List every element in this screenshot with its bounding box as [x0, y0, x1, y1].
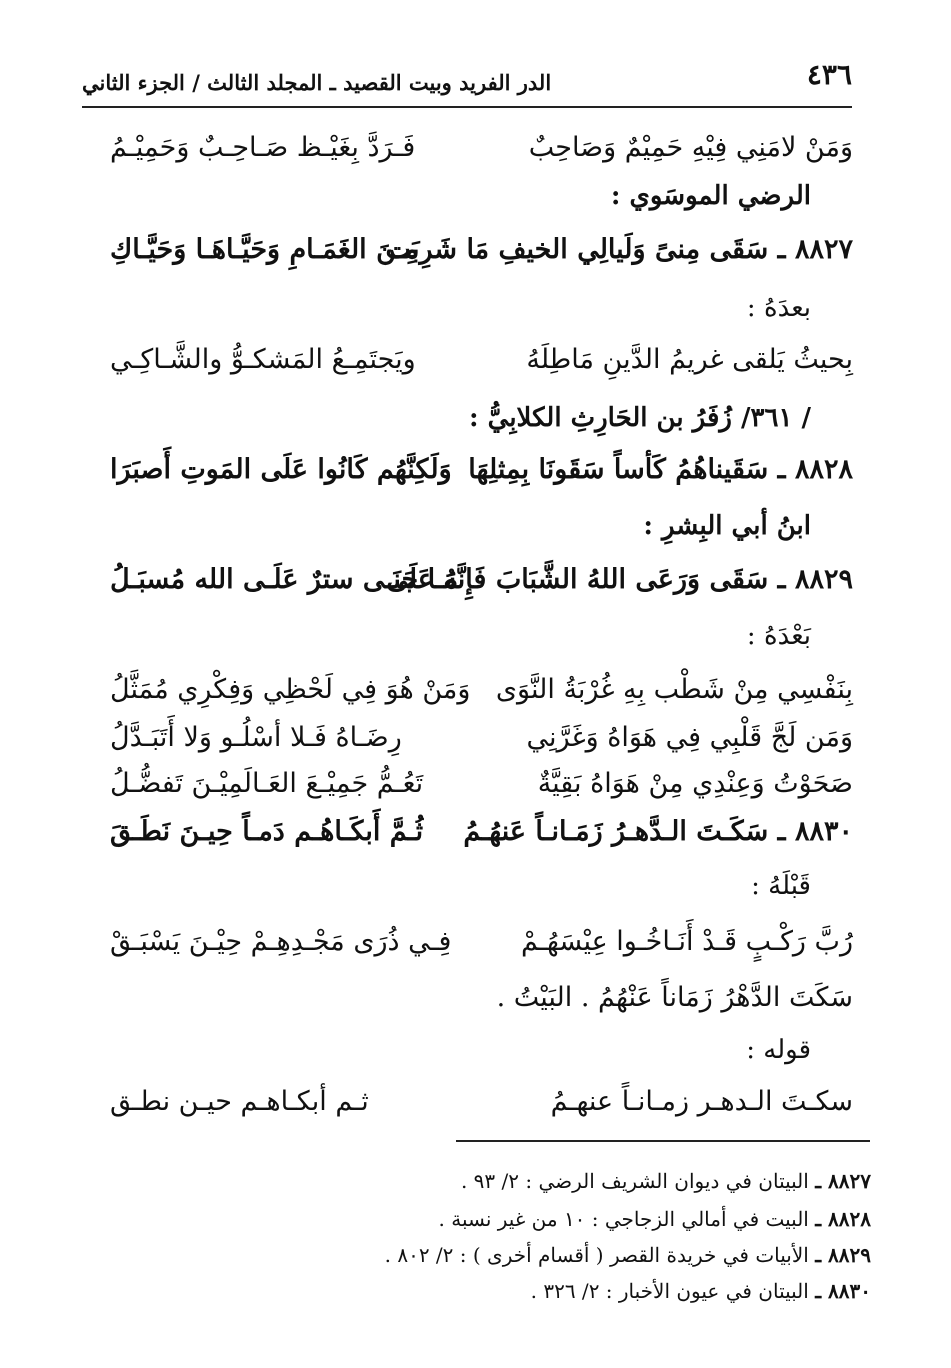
verse-hemistich-right: سكـتَ الـدهـر زمـانـاً عنهـمُ	[550, 1086, 853, 1117]
footnote	[461, 1166, 871, 1196]
after-label: بَعْدَهُ :	[746, 621, 811, 651]
poet-attribution: ابنُ أبي البِشرِ :	[643, 511, 811, 541]
verse-hemistich-left: تَعُـمُّ جَمِيْـعَ العَـالَمِيْـنَ تَفضُّـلُ	[110, 768, 424, 799]
poet-attribution: الرضي الموسَوي :	[610, 181, 811, 211]
footnote-text: البيت في أمالي الزجاجي : ١٠ من غير نسبة .	[438, 1207, 809, 1231]
before-label: قَبْلَهُ :	[751, 871, 811, 901]
page-header	[82, 56, 852, 102]
verse-hemistich-left: وَمَنْ هُوَ فِي لَحْظِي وَفِكْرِي مُمَثَّلُ	[110, 674, 471, 705]
after-label: بعدَهُ :	[746, 293, 811, 323]
verse-hemistich-left: ثـم أبكـاهـم حيـن نطـق	[110, 1086, 369, 1117]
verse-hemistich-right: رُبَّ رَكْـبٍ قَـدْ أَنَـاخُـوا عِيْسَهُـمْ	[521, 926, 853, 957]
verse-hemistich-right: وَمَنْ لامَنِي فِيْهِ حَمِيْمٌ وَصَاحِبٌ	[528, 132, 853, 163]
verse-number: ٨٨٣٠ ـ	[777, 816, 853, 847]
verse-line-8830	[0, 806, 951, 858]
verse-hemistich-left: فِـي ذُرَى مَجْـدِهِـمْ حِيْـنَ يَسْبَـقْ	[110, 926, 452, 957]
verse-hemistich-right: وَمَن لَجَّ قَلْبِي فِي هَوَاهُ وَغَرَّنِي	[526, 722, 853, 753]
footnote	[439, 1204, 871, 1234]
footnote	[531, 1276, 871, 1306]
verse-line	[0, 916, 951, 968]
verse-quote-line: سَكَتَ الدَّهْرُ زَمَاناً عَنْهُمُ . البَيْتُ .	[496, 982, 853, 1013]
verse-line	[0, 664, 951, 716]
footnote-text: الأبيات في خريدة القصر ( أقسام أخرى ) : ٢/ ٨٠٢ .	[384, 1243, 809, 1267]
qawluhu-label: قوله :	[746, 1035, 811, 1065]
verse-text: سَقَى مِنىً وَلَيالِي الخيفِ مَا شَرِبَت	[385, 234, 769, 265]
verse-line-8829	[0, 554, 951, 606]
footnote-number: ٨٨٣٠ ـ	[815, 1279, 871, 1303]
verse-hemistich-left: ويَجتَمِـعُ المَشكـوُّ والشَّـاكِـي	[110, 344, 416, 375]
footnote-number: ٨٨٢٩ ـ	[815, 1243, 871, 1267]
footnote-number: ٨٨٢٧ ـ	[815, 1169, 871, 1193]
poet-attribution: / ٣٦١/ زُفَرُ بن الحَارِثِ الكلابِيُّ :	[469, 403, 811, 433]
verse-hemistich-left: مَـا جَنَـى سترٌ عَلَـى الله مُسبَـلُ	[110, 564, 459, 595]
verse-line-8828	[0, 444, 951, 496]
verse-line-8827	[0, 224, 951, 276]
verse-hemistich-right	[386, 224, 854, 276]
verse-hemistich-left: مِـنَ الغَمَـامِ وَحَيَّـاهَـا وَحَيَّـاكِ	[110, 234, 419, 265]
verse-line	[0, 712, 951, 764]
footnote-number: ٨٨٢٨ ـ	[815, 1207, 871, 1231]
verse-line	[0, 334, 951, 386]
verse-hemistich-left: وَلَكِنَّهُم كَانُوا عَلَى المَوتِ أَصبَرَا	[110, 454, 452, 485]
verse-hemistich-left: ثُـمَّ أَبكَـاهُـم دَمـاً حِيـنَ نَطَـقَ	[110, 816, 424, 847]
verse-hemistich-right: بِحيثُ يَلقى غريمُ الدَّينِ مَاطِلَهُ	[526, 344, 853, 375]
footnote-text: البيتان في ديوان الشريف الرضي : ٢/ ٩٣ .	[460, 1169, 809, 1193]
verse-line	[0, 1076, 951, 1128]
verse-text: سَقَى وَرَعَى اللهُ الشَّبَابَ فَإِنَّهُ عَلَى	[386, 564, 769, 595]
verse-number: ٨٨٢٧ ـ	[777, 234, 853, 265]
verse-hemistich-left: فَـرَدَّ بِغَيْـظ صَـاحِـبٌ وَحَمِيْـمُ	[110, 132, 416, 163]
page-number: ٤٣٦	[806, 58, 852, 91]
verse-hemistich-left: رِضَـاهُ فَـلا أسْلُـو وَلا أَتَبَـدَّلُ	[110, 722, 402, 753]
verse-number: ٨٨٢٩ ـ	[777, 564, 853, 595]
prose-line	[0, 972, 951, 1024]
running-head: الدر الفريد وبيت القصيد ـ المجلد الثالث / الجزء الثاني	[82, 70, 552, 95]
verse-text: سَكَـتَ الـدَّهـرُ زَمَـانـاً عَنهُـمُ	[463, 816, 769, 847]
footnote-text: البيتان في عيون الأخبار : ٢/ ٣٢٦ .	[530, 1279, 809, 1303]
footnote-rule	[456, 1140, 870, 1142]
header-rule	[82, 106, 852, 108]
verse-line	[0, 758, 951, 810]
verse-hemistich-right: صَحَوْتُ وَعِنْدِي مِنْ هَوَاهُ بَقِيَّةٌ	[537, 768, 853, 799]
verse-text: سَقَيناهُمُ كَأساً سَقَونَا بِمِثلِهَا	[468, 454, 769, 485]
verse-number: ٨٨٢٨ ـ	[777, 454, 853, 485]
footnote	[385, 1240, 871, 1270]
verse-hemistich-right: بِنَفْسِي مِنْ شَطْب بِهِ غُرْبَةُ النَّوَى	[495, 674, 853, 705]
verse-line	[0, 122, 951, 174]
verse-hemistich-right	[463, 806, 853, 858]
verse-hemistich-right	[468, 444, 853, 496]
